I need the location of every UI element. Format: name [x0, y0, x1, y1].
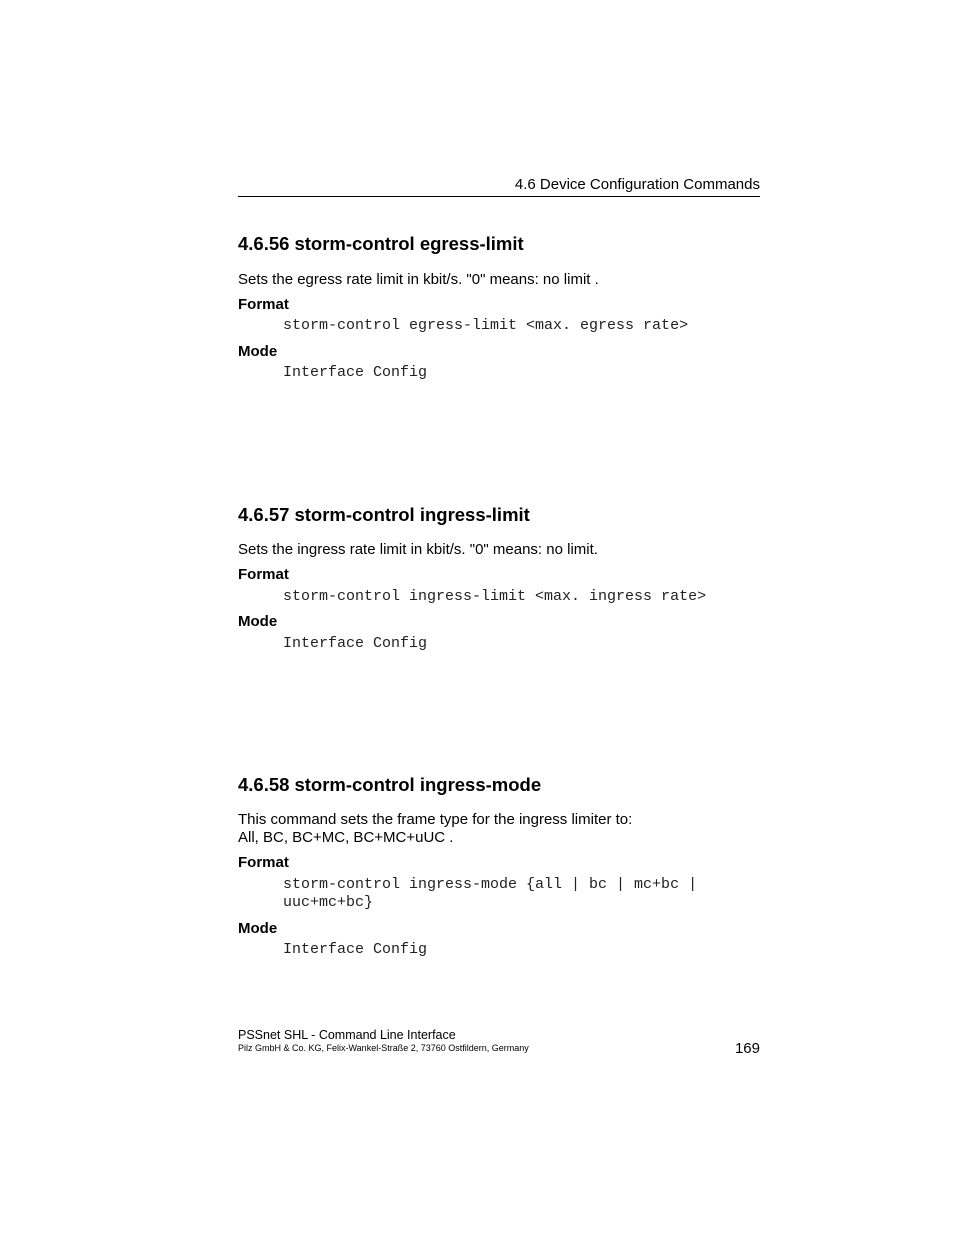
header-rule: [238, 196, 760, 197]
mode-label: Mode: [238, 343, 278, 360]
mode-label: Mode: [238, 920, 278, 937]
section-number: 4.6.56: [238, 233, 290, 254]
page-number: 169: [734, 1040, 760, 1057]
footer-address: Pilz GmbH & Co. KG, Felix-Wankel-Straße 2, 73760 Ostfildern, Germany: [238, 1043, 529, 1053]
format-code: storm-control egress-limit <max. egress rate>: [283, 317, 689, 334]
format-code-line-1: storm-control ingress-mode {all | bc | mc+bc |: [283, 876, 698, 893]
section-heading-4-6-58: [238, 774, 541, 796]
mode-value: Interface Config: [283, 635, 428, 652]
section-heading-4-6-56: [238, 233, 524, 255]
mode-label: Mode: [238, 613, 278, 630]
format-label: Format: [238, 296, 289, 313]
section-title: storm-control egress-limit: [294, 233, 524, 254]
format-code: storm-control ingress-limit <max. ingress rate>: [283, 588, 707, 605]
section-number: 4.6.58: [238, 774, 290, 795]
format-label: Format: [238, 854, 289, 871]
section-description-line-2: All, BC, BC+MC, BC+MC+uUC .: [238, 829, 454, 846]
section-description: Sets the ingress rate limit in kbit/s. "0" means: no limit.: [238, 541, 598, 558]
footer-doc-title: PSSnet SHL - Command Line Interface: [238, 1028, 456, 1042]
section-description: Sets the egress rate limit in kbit/s. "0" means: no limit .: [238, 271, 599, 288]
running-header: 4.6 Device Configuration Commands: [514, 176, 760, 193]
mode-value: Interface Config: [283, 364, 428, 381]
format-label: Format: [238, 566, 289, 583]
section-description-line-1: This command sets the frame type for the ingress limiter to:: [238, 811, 633, 828]
section-heading-4-6-57: [238, 504, 530, 526]
section-number: 4.6.57: [238, 504, 290, 525]
section-title: storm-control ingress-limit: [294, 504, 530, 525]
format-code-line-2: uuc+mc+bc}: [283, 894, 374, 911]
mode-value: Interface Config: [283, 941, 428, 958]
section-title: storm-control ingress-mode: [294, 774, 542, 795]
